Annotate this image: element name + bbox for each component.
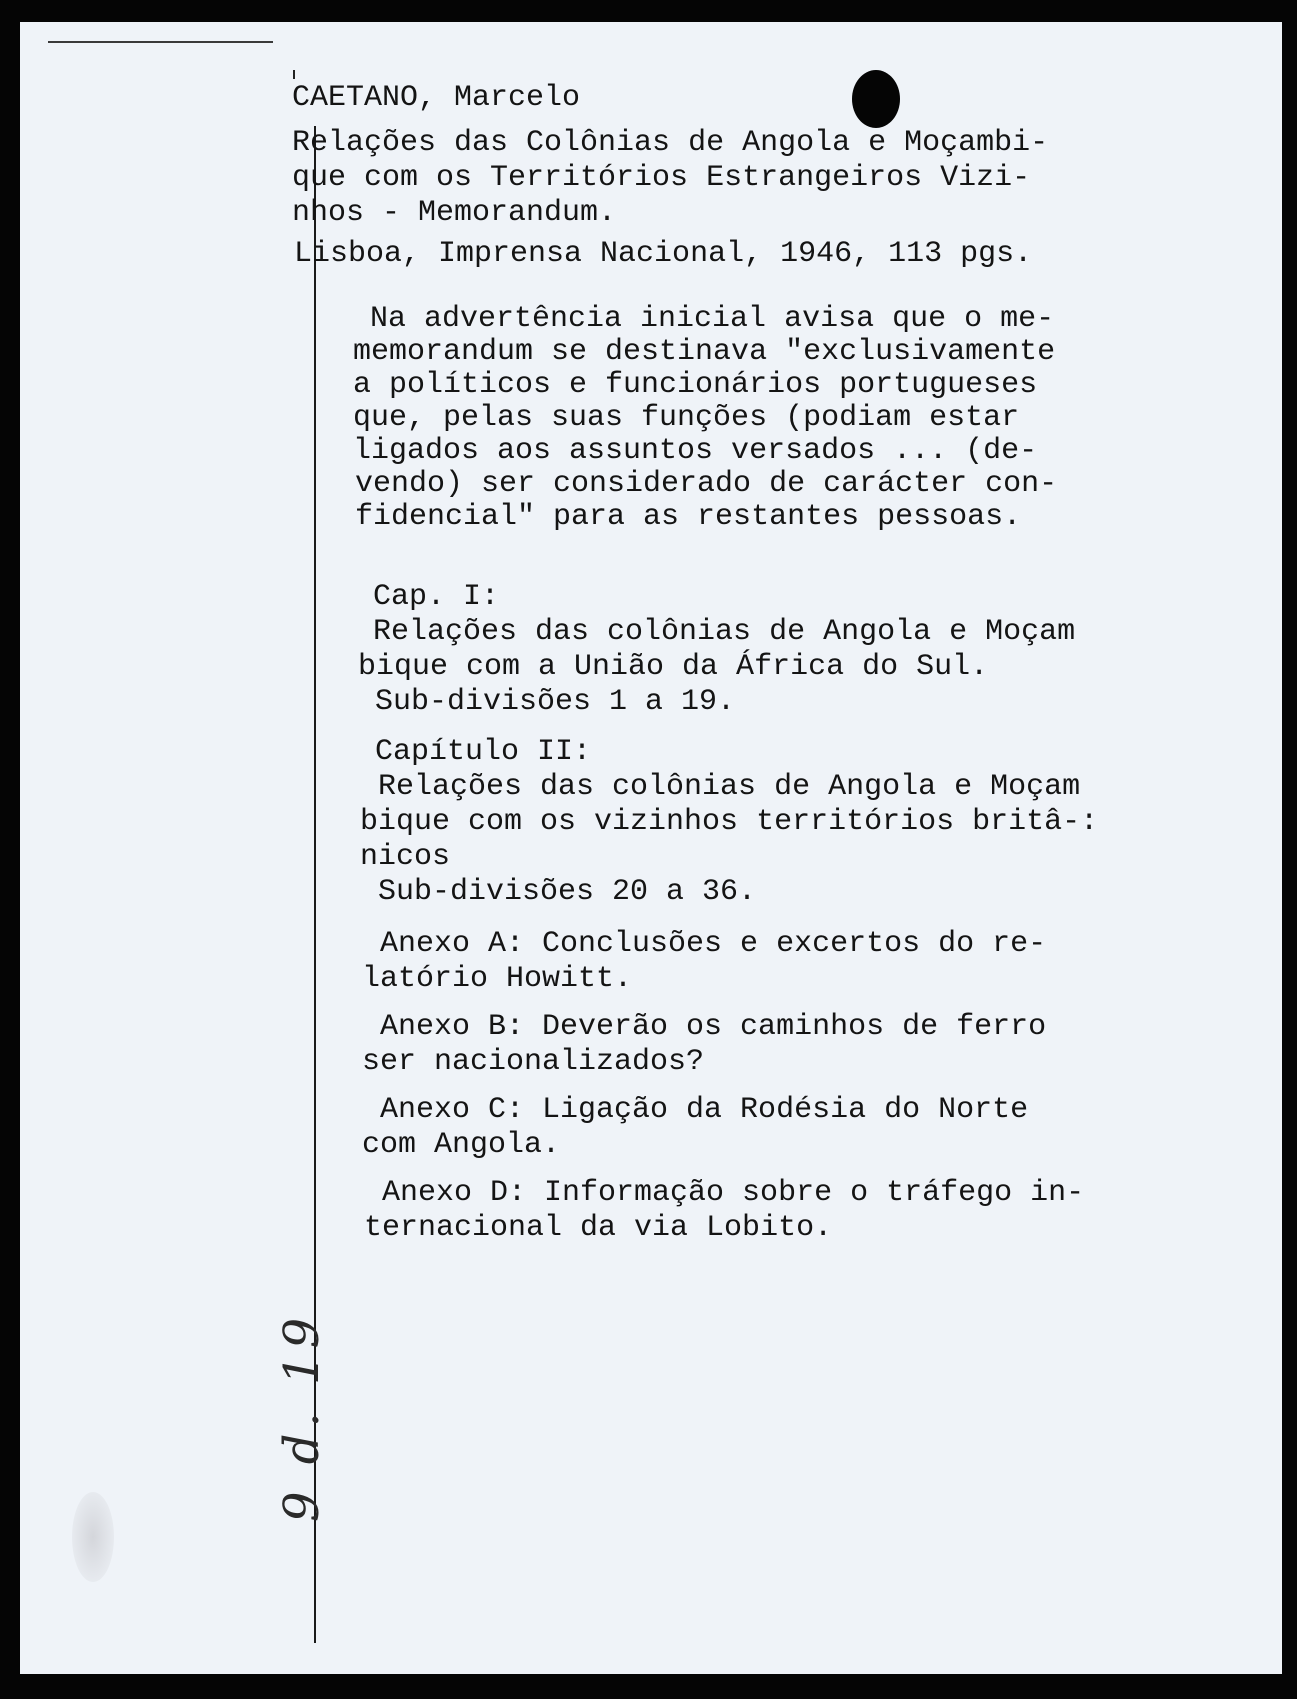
chapter1-line-1: Relações das colônias de Angola e Moçam bbox=[373, 615, 1076, 649]
chapter2-heading: Capítulo II: bbox=[375, 735, 592, 769]
annex-c-line-1: Anexo C: Ligação da Rodésia do Norte bbox=[380, 1093, 1029, 1127]
annex-d-line-1: Anexo D: Informação sobre o tráfego in- bbox=[382, 1176, 1085, 1210]
summary-line-1: Na advertência inicial avisa que o me- bbox=[370, 302, 1055, 336]
chapter2-line-1: Relações das colônias de Angola e Moçam bbox=[378, 770, 1081, 804]
summary-line-7: fidencial" para as restantes pessoas. bbox=[355, 500, 1022, 534]
handwritten-margin-note: 9 d. 19 bbox=[274, 1311, 330, 1522]
author: CAETANO, Marcelo bbox=[292, 81, 581, 115]
summary-line-3: a políticos e funcionários portugueses bbox=[353, 368, 1038, 402]
punch-hole bbox=[852, 70, 900, 128]
tick-mark bbox=[293, 70, 295, 79]
chapter2-line-2: bique com os vizinhos territórios britâ-: bbox=[360, 805, 1099, 839]
summary-line-6: vendo) ser considerado de carácter con- bbox=[355, 467, 1058, 501]
summary-line-5: ligados aos assuntos versados ... (de- bbox=[353, 434, 1038, 468]
chapter1-subdivisions: Sub-divisões 1 a 19. bbox=[375, 685, 736, 719]
chapter1-heading: Cap. I: bbox=[373, 580, 500, 614]
summary-line-2: memorandum se destinava "exclusivamente bbox=[353, 335, 1056, 369]
title-line-3: nhos - Memorandum. bbox=[292, 196, 617, 230]
title-line-1: Relações das Colônias de Angola e Moçambi- bbox=[292, 126, 1049, 160]
annex-c-line-2: com Angola. bbox=[362, 1128, 561, 1162]
chapter1-line-2: bique com a União da África do Sul. bbox=[358, 650, 989, 684]
smudge bbox=[72, 1492, 114, 1582]
catalog-card bbox=[20, 22, 1282, 1674]
annex-d-line-2: ternacional da via Lobito. bbox=[364, 1211, 833, 1245]
top-rule bbox=[48, 41, 273, 43]
summary-line-4: que, pelas suas funções (podiam estar bbox=[353, 401, 1020, 435]
chapter2-line-3: nicos bbox=[360, 840, 451, 874]
title-line-2: que com os Territórios Estrangeiros Vizi- bbox=[292, 161, 1031, 195]
imprint: Lisboa, Imprensa Nacional, 1946, 113 pgs. bbox=[294, 237, 1033, 271]
chapter2-subdivisions: Sub-divisões 20 a 36. bbox=[378, 875, 757, 909]
annex-a-line-2: latório Howitt. bbox=[362, 962, 633, 996]
annex-a-line-1: Anexo A: Conclusões e excertos do re- bbox=[380, 927, 1047, 961]
annex-b-line-2: ser nacionalizados? bbox=[362, 1045, 705, 1079]
annex-b-line-1: Anexo B: Deverão os caminhos de ferro bbox=[380, 1010, 1047, 1044]
